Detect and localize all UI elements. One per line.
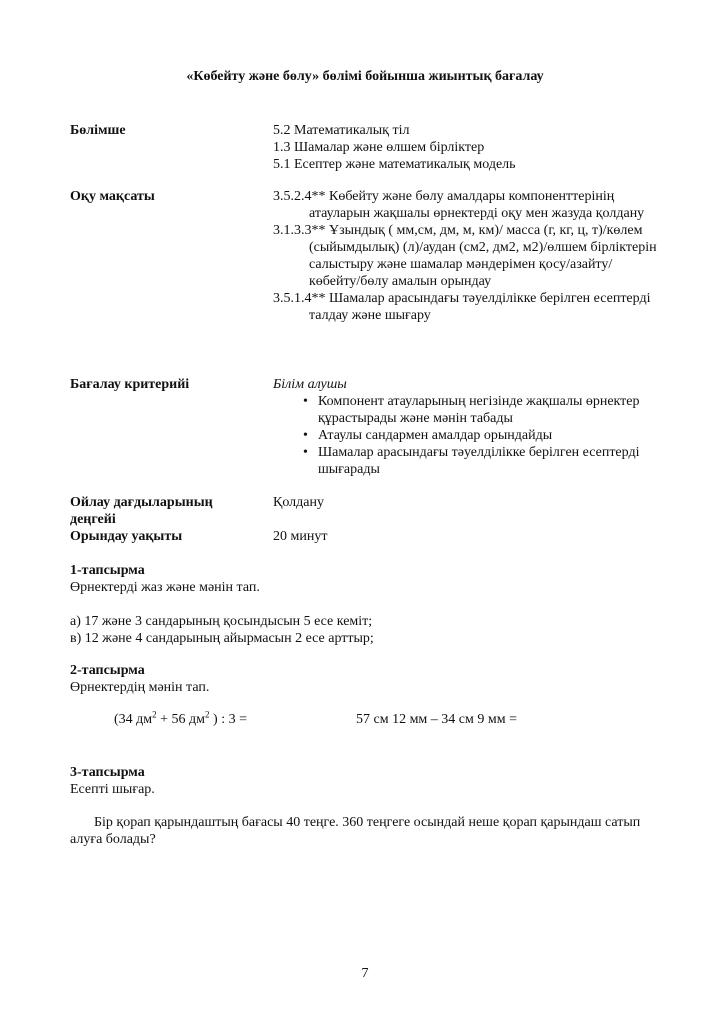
page-number: 7 (361, 966, 369, 981)
task-2-title: 2-тапсырма (70, 663, 145, 678)
expression-2: 57 см 12 мм – 34 см 9 мм = (356, 712, 517, 727)
criteria-content (273, 376, 663, 478)
task-1 (70, 562, 660, 647)
task-3-problem: Бір қорап қарындаштың бағасы 40 теңге. 360 теңгеге осындай неше қорап қарындаш сатып алуға болады? (70, 815, 641, 847)
objective-item: 3.5.1.4** Шамалар арасындағы тәуелділікке берілген есептерді талдау және шығару (273, 291, 651, 323)
objective-item: 3.5.2.4** Көбейту және бөлу амалдары компоненттерінің атауларын жақшалы өрнектерді оқу мен жазуда қолдану (273, 189, 645, 221)
criteria-intro: Білім алушы (273, 377, 347, 392)
page-title: «Көбейту және бөлу» бөлімі бойынша жиынтық бағалау (186, 69, 544, 84)
task-1-instruction: Өрнектерді жаз және мәнін тап. (70, 580, 260, 595)
document-page (70, 0, 660, 1024)
objectives-label: Оқу мақсаты (70, 189, 155, 204)
section-label: Бөлімше (70, 123, 126, 138)
task-2-expressions (70, 711, 660, 731)
criteria-item: • Шамалар арасындағы тәуелділікке берілген есептерді шығарады (303, 445, 640, 477)
criteria-label: Бағалау критерийі (70, 377, 190, 392)
task-2 (70, 662, 660, 696)
criteria-item: • Атаулы сандармен амалдар орындайды (303, 428, 553, 443)
thinking-level-label: Ойлау дағдыларының деңгейі (70, 495, 213, 527)
bullet-icon: • (303, 428, 308, 443)
criteria-item: • Компонент атауларының негізінде жақшалы өрнектер құрастырады және мәнін табады (303, 394, 640, 426)
section-item: 5.1 Есептер және математикалық модель (273, 157, 516, 172)
duration-label: Орындау уақыты (70, 529, 183, 544)
thinking-level-value: Қолдану (273, 495, 324, 510)
bullet-icon: • (303, 445, 308, 460)
task-1-item: в) 12 және 4 сандарының айырмасын 2 есе арттыр; (70, 631, 374, 646)
task-3-instruction: Есепті шығар. (70, 782, 155, 797)
task-2-instruction: Өрнектердің мәнін тап. (70, 680, 210, 695)
section-item: 1.3 Шамалар және өлшем бірліктер (273, 140, 485, 155)
task-3 (70, 764, 660, 798)
criteria-list (273, 393, 663, 478)
section-item: 5.2 Математикалық тіл (273, 123, 410, 138)
section-content (273, 122, 663, 173)
task-3-title: 3-тапсырма (70, 765, 145, 780)
objective-item: 3.1.3.3** Ұзындық ( мм,см, дм, м, км)/ масса (г, кг, ц, т)/көлем (сыйымдылық) (л)/аудан (см2, дм2, м2)/өлшем бірліктерін салыстыру және шамалар мәндерімен қосу/азайту/көбейту/бөлу амалын орындау (273, 223, 657, 289)
task-1-item: а) 17 және 3 сандарының қосындысын 5 есе кеміт; (70, 614, 373, 629)
bullet-icon: • (303, 394, 308, 409)
duration-value: 20 минут (273, 529, 328, 544)
objectives-content (273, 188, 663, 324)
task-1-title: 1-тапсырма (70, 563, 145, 578)
expression-1: (34 $дм^2 + 56$ $дм^2$ ) : 3 = (114, 709, 247, 727)
